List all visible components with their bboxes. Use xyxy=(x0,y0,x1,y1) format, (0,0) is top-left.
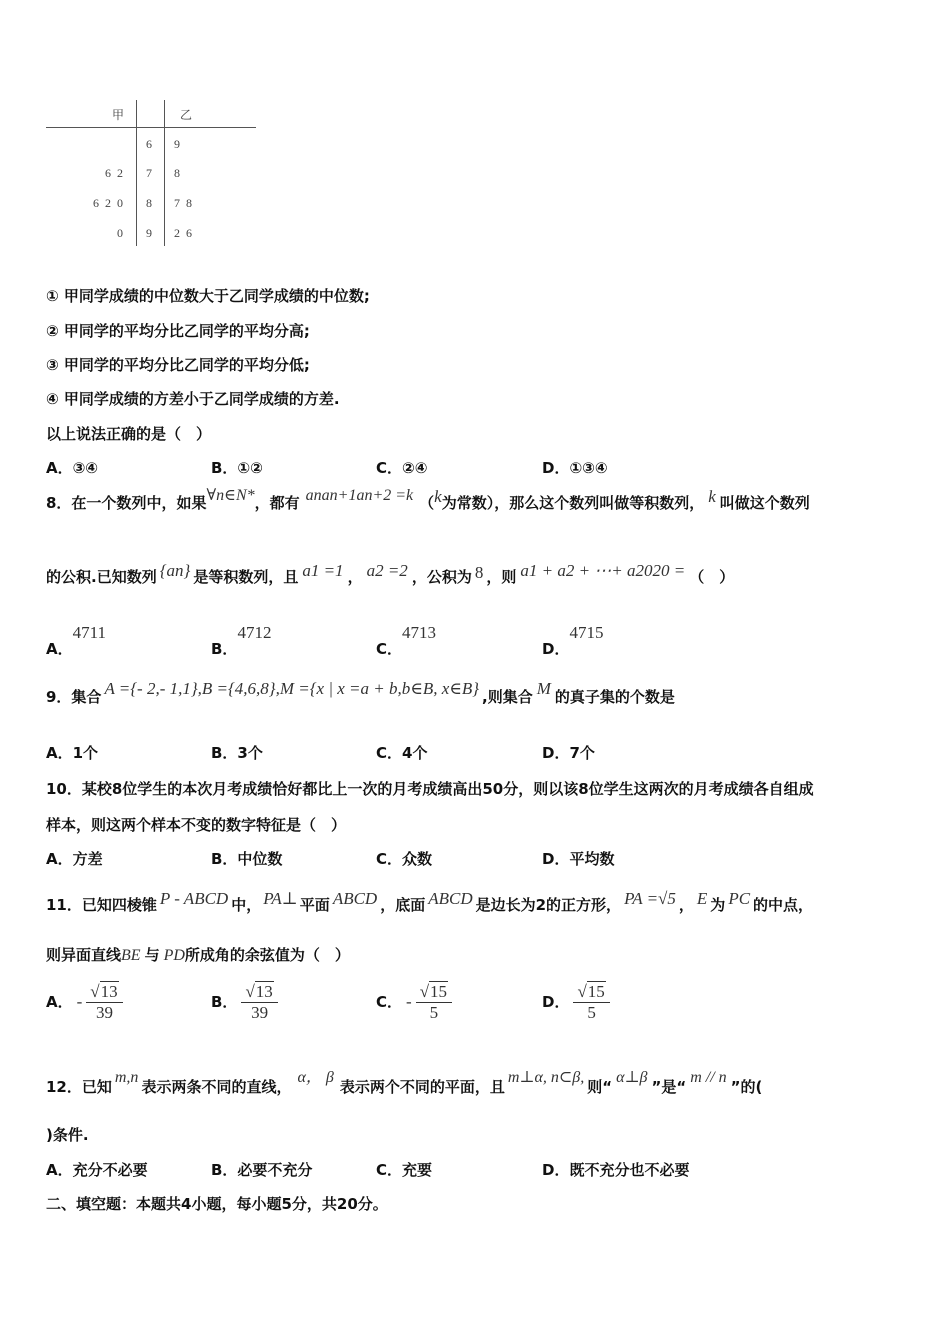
q11-text: 为 xyxy=(710,896,726,914)
q8-formula-sequence: {an} xyxy=(159,561,191,580)
q8-formula-8: 8 xyxy=(474,563,484,582)
option-letter: B． xyxy=(211,993,238,1011)
option-letter: C． xyxy=(376,640,403,658)
option-value: 4713 xyxy=(402,623,437,642)
option-sign: - xyxy=(76,992,83,1011)
option-fraction: $\frac{√15}{5}$ xyxy=(573,982,609,1023)
leaf-right: 7 8 xyxy=(174,196,192,210)
q8-text: 的公积.已知数列 xyxy=(46,568,157,586)
q8-formula-k: k xyxy=(434,487,442,506)
option-fraction: $\frac{√13}{39}$ xyxy=(241,982,277,1023)
q8-formula-k: k xyxy=(708,487,716,506)
q8-option-c[interactable] xyxy=(376,622,437,658)
q8-line-1 xyxy=(46,487,810,513)
q8-option-b[interactable] xyxy=(211,622,272,658)
q9-option-d[interactable]: D．7个 xyxy=(542,744,595,762)
q12-text: 则“ xyxy=(587,1078,613,1096)
q8-formula-forall: ∀n∈N* xyxy=(206,487,255,504)
q12-option-a[interactable]: A．充分不必要 xyxy=(46,1161,148,1179)
denominator: 5 xyxy=(587,1003,596,1022)
q8-formula-sum: a1 + a2 + ⋯+ a2020 = xyxy=(520,561,686,580)
denominator: 5 xyxy=(429,1003,439,1022)
q8-text: ，则 xyxy=(486,568,517,586)
q11-text: ，底面 xyxy=(380,896,426,914)
q11-line-2 xyxy=(46,944,350,965)
q9-line xyxy=(46,679,675,707)
statement-3: ③ 甲同学的平均分比乙同学的平均分低; xyxy=(46,356,310,374)
q12-formula-m-parallel-n: m // n xyxy=(690,1069,727,1086)
q8-formula-a2: a2 =2 xyxy=(366,561,408,580)
q8-line-2 xyxy=(46,561,735,587)
q11-formula-pa-length: PA =√5 xyxy=(624,889,676,908)
q7-option-a[interactable]: A．③④ xyxy=(46,459,99,477)
q12-option-c[interactable]: C．充要 xyxy=(376,1161,433,1179)
q11-text: 11．已知四棱锥 xyxy=(46,896,157,914)
q9-text: 的真子集的个数是 xyxy=(554,688,675,706)
numerator: 13 xyxy=(255,982,273,1001)
q12-text: 表示两条不同的直线， xyxy=(141,1078,292,1096)
q9-option-c[interactable]: C．4个 xyxy=(376,744,428,762)
q10-option-c[interactable]: C．众数 xyxy=(376,850,433,868)
q7-stem: 以上说法正确的是（ ） xyxy=(46,425,212,443)
q11-option-a[interactable] xyxy=(46,982,123,1023)
stem: 9 xyxy=(146,226,152,240)
q11-text: ， xyxy=(678,896,694,914)
option-fraction: $\frac{√15}{5}$ xyxy=(416,982,452,1023)
q9-text: 9．集合 xyxy=(46,688,102,706)
section-heading: 二、填空题：本题共4小题，每小题5分，共20分。 xyxy=(46,1195,388,1213)
header-line xyxy=(46,127,256,128)
q12-text: 12．已知 xyxy=(46,1078,112,1096)
q11-text: 中， xyxy=(231,896,262,914)
q11-text: 平面 xyxy=(299,896,330,914)
statement-2: ② 甲同学的平均分比乙同学的平均分高; xyxy=(46,322,310,340)
q8-formula-product: anan+1an+2 =k xyxy=(305,487,414,504)
q11-line-1 xyxy=(46,889,814,915)
leaf-left: 6 2 xyxy=(105,166,123,180)
q11-text: 所成角的余弦值为（ ） xyxy=(184,946,350,964)
option-letter: B． xyxy=(211,640,238,658)
option-value: 4715 xyxy=(569,623,604,642)
leaf-right: 9 xyxy=(174,137,180,151)
q9-option-a[interactable]: A．1个 xyxy=(46,744,99,762)
q11-formula-plane: ABCD xyxy=(332,889,378,908)
option-letter: D． xyxy=(542,993,570,1011)
q8-text: 是等积数列，且 xyxy=(193,568,299,586)
q11-text: 是边长为2的正方形， xyxy=(475,896,622,914)
q12-formula-alpha-perp-beta: α⊥β xyxy=(616,1069,648,1086)
q7-option-c[interactable]: C．②④ xyxy=(376,459,428,477)
q8-text: ，公积为 xyxy=(411,568,472,586)
q10-line-1: 10．某校8位学生的本次月考成绩恰好都比上一次的月考成绩高出50分，则以该8位学生这两次的月考成绩各自组成 xyxy=(46,780,814,798)
q8-text: 为常数），那么这个数列叫做等积数列， xyxy=(441,494,705,512)
q12-line-2: )条件. xyxy=(46,1126,89,1144)
q8-formula-a1: a1 =1 xyxy=(302,561,344,580)
leaf-right: 2 6 xyxy=(174,226,192,240)
q11-formula-pyramid: P - ABCD xyxy=(159,889,229,908)
q11-formula-pc: PC xyxy=(728,889,751,908)
option-value: 4712 xyxy=(237,623,272,642)
option-sign: - xyxy=(406,992,412,1011)
option-fraction: $\frac{√13}{39}$ xyxy=(86,982,122,1023)
q11-option-d[interactable] xyxy=(542,982,610,1023)
q11-formula-e: E xyxy=(696,889,708,908)
q12-formula-planes: α， β xyxy=(297,1069,334,1086)
q12-formula-condition: m⊥α, n⊂β, xyxy=(507,1069,585,1086)
statement-1: ① 甲同学成绩的中位数大于乙同学成绩的中位数; xyxy=(46,287,370,305)
q11-option-b[interactable] xyxy=(211,982,278,1023)
q11-formula-pd: PD xyxy=(163,947,185,964)
q7-option-d[interactable]: D．①③④ xyxy=(542,459,608,477)
option-letter: C． xyxy=(376,993,403,1011)
q11-formula-base: ABCD xyxy=(428,889,473,908)
q12-formula-lines: m,n xyxy=(114,1069,139,1086)
denominator: 39 xyxy=(251,1003,269,1022)
q12-text: ”的( xyxy=(730,1078,763,1096)
leaf-left: 6 2 0 xyxy=(93,196,123,210)
q8-text: 叫做这个数列 xyxy=(719,494,810,512)
q8-text: ， xyxy=(347,568,363,586)
q11-option-c[interactable] xyxy=(376,982,452,1023)
q8-option-d[interactable] xyxy=(542,622,604,658)
q9-formula-m: M xyxy=(536,679,551,698)
q11-text: 则异面直线 xyxy=(46,946,122,964)
q10-option-a[interactable]: A．方差 xyxy=(46,850,103,868)
q10-line-2: 样本，则这两个样本不变的数字特征是（ ） xyxy=(46,816,347,834)
q7-option-b[interactable]: B．①② xyxy=(211,459,263,477)
q11-text: 的中点， xyxy=(753,896,814,914)
statement-4: ④ 甲同学成绩的方差小于乙同学成绩的方差. xyxy=(46,390,340,408)
q12-text: ”是“ xyxy=(651,1078,687,1096)
q8-text: （ xyxy=(419,494,435,512)
numerator: 13 xyxy=(100,982,118,1001)
q9-formula-sets: A ={- 2,- 1,1},B ={4,6,8},M ={x | x =a + b,b∈B, x∈B} xyxy=(104,679,480,698)
stem-line-left xyxy=(136,100,137,246)
option-letter: A． xyxy=(46,640,73,658)
q10-option-d[interactable]: D．平均数 xyxy=(542,850,615,868)
q11-formula-be: BE xyxy=(121,947,141,964)
q12-option-d[interactable]: D．既不充分也不必要 xyxy=(542,1161,690,1179)
stem-line-right xyxy=(164,100,165,246)
q8-option-a[interactable] xyxy=(46,622,106,658)
q11-formula-pa-perp: PA⊥ xyxy=(263,889,298,908)
q11-text: 与 xyxy=(144,946,160,964)
q8-text: （ ） xyxy=(689,568,735,586)
q8-text: 8．在一个数列中，如果 xyxy=(46,494,207,512)
stem: 8 xyxy=(146,196,152,210)
option-letter: D． xyxy=(542,640,570,658)
q10-option-b[interactable]: B．中位数 xyxy=(211,850,283,868)
q12-line-1 xyxy=(46,1069,763,1097)
stem: 6 xyxy=(146,137,152,151)
option-value: 4711 xyxy=(72,623,106,642)
q12-option-b[interactable]: B．必要不充分 xyxy=(211,1161,313,1179)
right-title: 乙 xyxy=(180,108,193,122)
denominator: 39 xyxy=(95,1003,113,1022)
leaf-right: 8 xyxy=(174,166,180,180)
q8-text: ，都有 xyxy=(254,494,300,512)
option-letter: A． xyxy=(46,993,73,1011)
stem: 7 xyxy=(146,166,152,180)
left-title: 甲 xyxy=(112,108,125,122)
q9-text: ,则集合 xyxy=(482,688,533,706)
q9-option-b[interactable]: B．3个 xyxy=(211,744,263,762)
numerator: 15 xyxy=(587,982,605,1001)
leaf-left: 0 xyxy=(117,226,123,240)
numerator: 15 xyxy=(430,982,448,1001)
q12-text: 表示两个不同的平面，且 xyxy=(339,1078,505,1096)
